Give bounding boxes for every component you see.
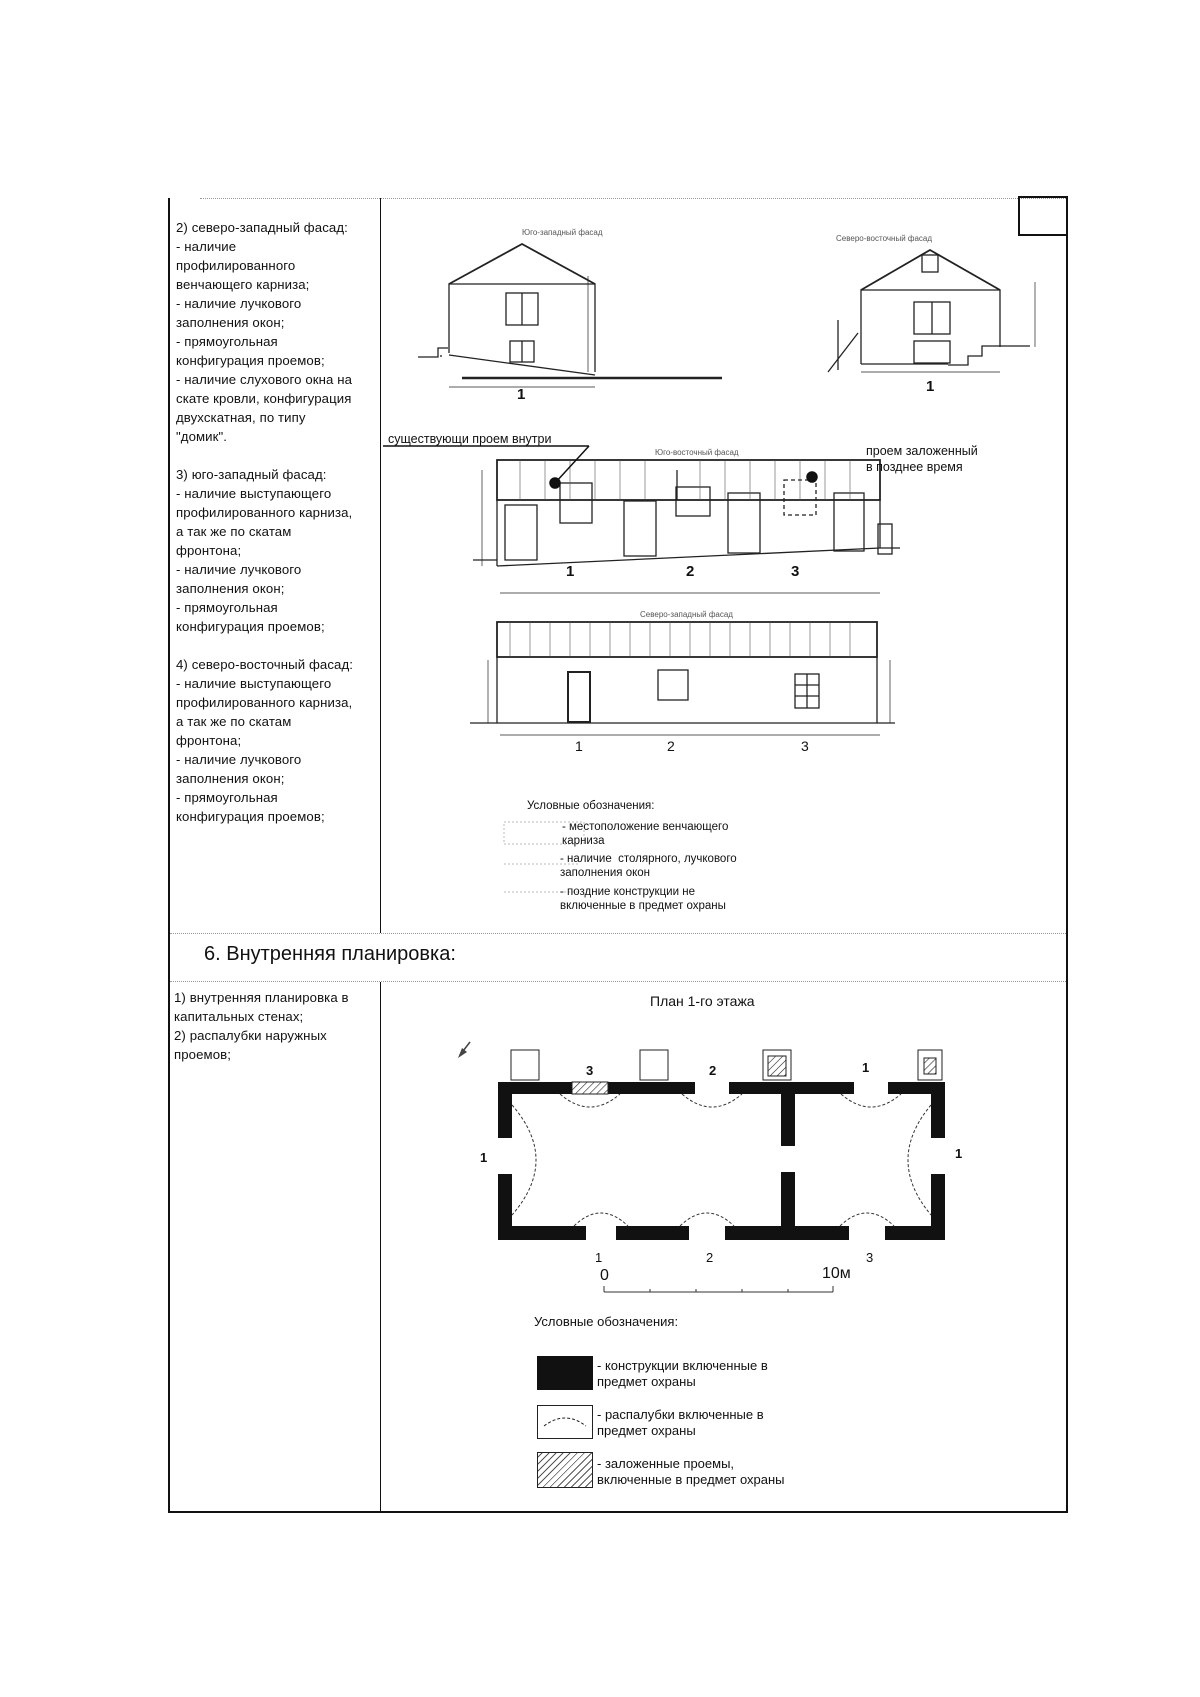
facade-nw-number: 1 xyxy=(926,378,935,395)
facade-ne-number-1: 1 xyxy=(575,738,583,754)
nw-facade-title: Северо-восточный фасад xyxy=(836,234,933,243)
row-divider-section6-bottom xyxy=(170,981,1066,982)
se-facade-title: Юго-восточный фасад xyxy=(655,448,739,457)
plan-opening-1-left: 1 xyxy=(480,1150,488,1165)
facade-legend-item-1: - местоположение венчающего карниза xyxy=(562,821,729,847)
sw-facade-title: Юго-западный фасад xyxy=(522,228,603,237)
scale-zero-label: 0 xyxy=(600,1267,609,1284)
facade-se-number-1: 1 xyxy=(566,563,575,580)
plan-opening-2-bottom: 2 xyxy=(706,1250,714,1265)
legend-structure-swatch xyxy=(537,1356,593,1390)
layout-description-text: 1) внутренняя планировка в капитальных стенах; 2) распалубки наружных проемов; xyxy=(174,990,349,1062)
plan-opening-2-top: 2 xyxy=(709,1063,717,1078)
facade-description-text: 2) северо-западный фасад: - наличие профилированного венчающего карниза; - наличие лучкового заполнения окон; - прямоугольная конфигурация проемов; - наличие слухового окна на скате кровли, конфигурация двухскатная, по типу "домик". 3) юго-западный фасад: - наличие выступающего профилированного карниза, а так же по скатам фронтона; - наличие лучкового заполнения окон; - прямоугольная конфигурация проемов; 4) северо-восточный фасад: - наличие выступающего профилированного карниза, а так же по скатам фронтона; - наличие лучкового заполнения окон; - прямоугольная конфигурация проемов; xyxy=(176,220,354,824)
facade-se-number-2: 2 xyxy=(686,563,695,580)
blocked-opening-annotation: проем заложенный в позднее время xyxy=(866,444,978,474)
facade-legend-title: Условные обозначения: xyxy=(527,800,655,812)
section-6-title: 6. Внутренняя планировка: xyxy=(204,943,456,965)
existing-opening-annotation: существующи проем внутри xyxy=(388,432,552,446)
plan-opening-1-bottom: 1 xyxy=(595,1250,603,1265)
facade-ne-number-3: 3 xyxy=(801,738,809,754)
facade-legend-item-3: - поздние конструкции не включенные в предмет охраны xyxy=(560,886,726,912)
plan-legend-item-2: - распалубки включенные в предмет охраны xyxy=(597,1407,764,1438)
plan-opening-1-right: 1 xyxy=(955,1146,963,1161)
scale-ten-label: 10м xyxy=(822,1265,851,1282)
plan-opening-3-top: 3 xyxy=(586,1063,594,1078)
facade-legend-item-2: - наличие столярного, лучкового заполнения окон xyxy=(560,853,737,879)
plan-opening-1-top: 1 xyxy=(862,1060,870,1075)
plan-legend-item-3: - заложенные проемы, включенные в предмет охраны xyxy=(597,1456,785,1487)
table-bottom-border xyxy=(168,1511,1068,1513)
facade-ne-number-2: 2 xyxy=(667,738,675,754)
floor-plan xyxy=(0,1020,1200,1350)
facade-se-number-3: 3 xyxy=(791,563,800,580)
plan-legend-item-1: - конструкции включенные в предмет охраны xyxy=(597,1358,768,1389)
legend-vault-swatch xyxy=(537,1405,593,1439)
ne-facade-title: Северо-западный фасад xyxy=(640,610,733,619)
legend-blocked-swatch xyxy=(537,1452,593,1488)
plan-title: План 1-го этажа xyxy=(650,993,755,1009)
plan-legend-title: Условные обозначения: xyxy=(534,1314,679,1329)
facade-sw-number: 1 xyxy=(517,386,526,403)
plan-opening-3-bottom: 3 xyxy=(866,1250,874,1265)
